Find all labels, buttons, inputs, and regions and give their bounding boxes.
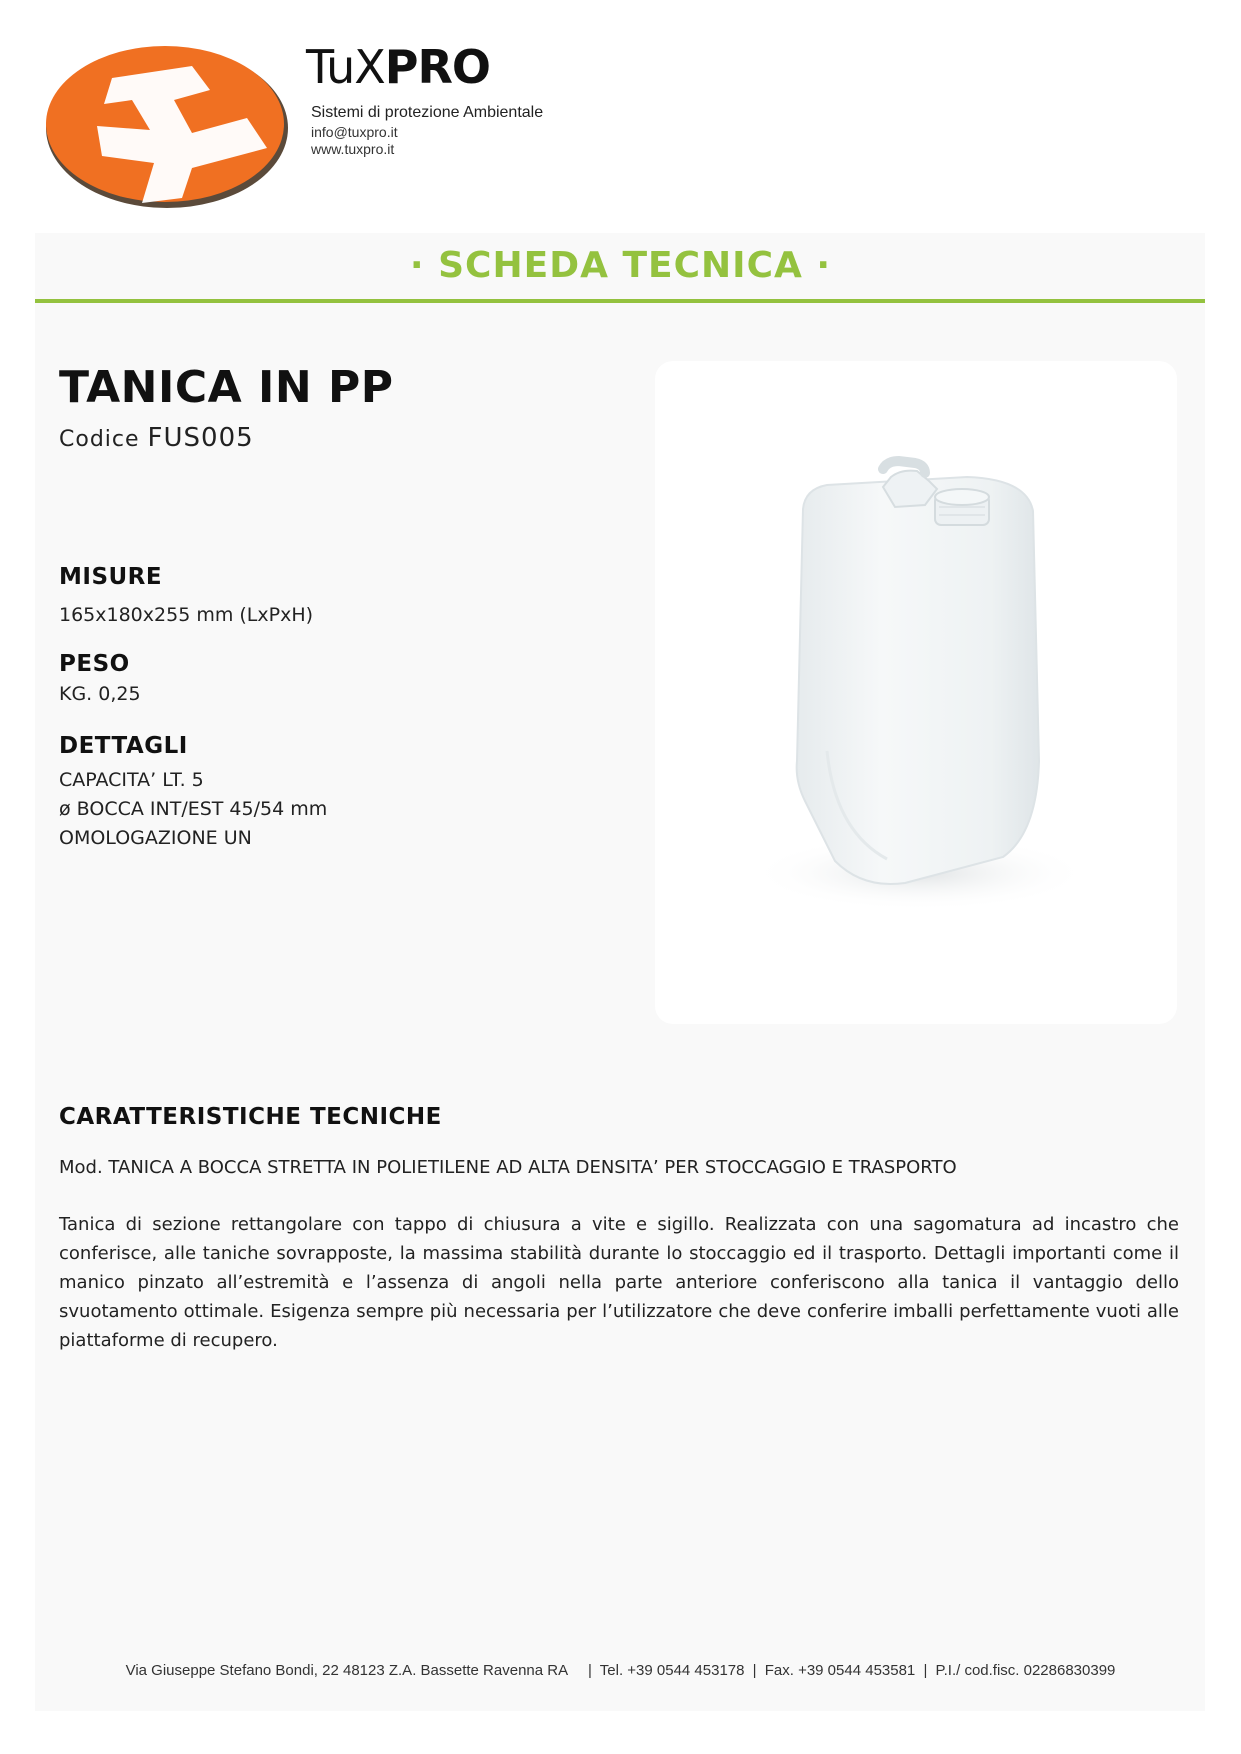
features-heading: CARATTERISTICHE TECNICHE	[59, 1104, 442, 1130]
product-code	[59, 423, 254, 453]
footer-fax: Fax. +39 0544 453581	[764, 1662, 916, 1679]
product-title: TANICA IN PP	[59, 362, 394, 413]
brand-tagline: Sistemi di protezione Ambientale	[311, 104, 544, 121]
product-code-value: FUS005	[147, 423, 254, 453]
footer-vat: P.I./ cod.fisc. 02286830399	[935, 1662, 1116, 1679]
title-divider	[35, 299, 1205, 303]
spec-dettagli-line: OMOLOGAZIONE UN	[59, 827, 252, 849]
spec-dettagli-line: ø BOCCA INT/EST 45/54 mm	[59, 798, 328, 820]
footer-address: Via Giuseppe Stefano Bondi, 22 48123 Z.A. Bassette Ravenna RA	[125, 1662, 568, 1679]
spec-peso-label: PESO	[59, 651, 130, 677]
footer-separator: |	[923, 1662, 928, 1679]
spec-dettagli-line: CAPACITA’ LT. 5	[59, 769, 204, 791]
brand-email[interactable]: info@tuxpro.it	[311, 124, 398, 140]
jerrycan-icon	[655, 361, 1177, 1024]
spec-misure-label: MISURE	[59, 564, 163, 590]
features-model: Mod. TANICA A BOCCA STRETTA IN POLIETILENE AD ALTA DENSITA’ PER STOCCAGGIO E TRASPORTO	[59, 1157, 957, 1178]
product-image-frame	[655, 361, 1177, 1024]
spec-misure-value: 165x180x255 mm (LxPxH)	[59, 604, 314, 626]
product-code-label: Codice	[59, 427, 140, 452]
footer	[0, 1662, 1241, 1679]
footer-tel: Tel. +39 0544 453178	[599, 1662, 745, 1679]
brand-name-light: TuX	[306, 40, 385, 94]
footer-separator: |	[752, 1662, 757, 1679]
footer-separator: |	[575, 1662, 592, 1679]
spec-dettagli-label: DETTAGLI	[59, 733, 188, 759]
sheet-title: · SCHEDA TECNICA ·	[409, 245, 832, 286]
brand-website[interactable]: www.tuxpro.it	[311, 141, 395, 157]
tuxpro-logo	[42, 38, 292, 213]
brand-name-bold: PRO	[384, 40, 491, 94]
spec-peso-value: KG. 0,25	[59, 683, 141, 705]
brand-name	[306, 40, 490, 94]
features-description: Tanica di sezione rettangolare con tappo di chiusura a vite e sigillo. Realizzata con una sagomatura ad incastro che conferisce, alle taniche sovrapposte, la massima stabilità durante lo stoccaggio ed il trasporto. Dettagli importanti come il manico pinzato all’estremità e l’assenza di angoli nella parte anteriore conferiscono alla tanica il vantaggio dello svuotamento ottimale. Esigenza sempre più necessaria per l’utilizzatore che deve conferire imballi perfettamente vuoti alle piattaforme di recupero.	[59, 1214, 1179, 1351]
